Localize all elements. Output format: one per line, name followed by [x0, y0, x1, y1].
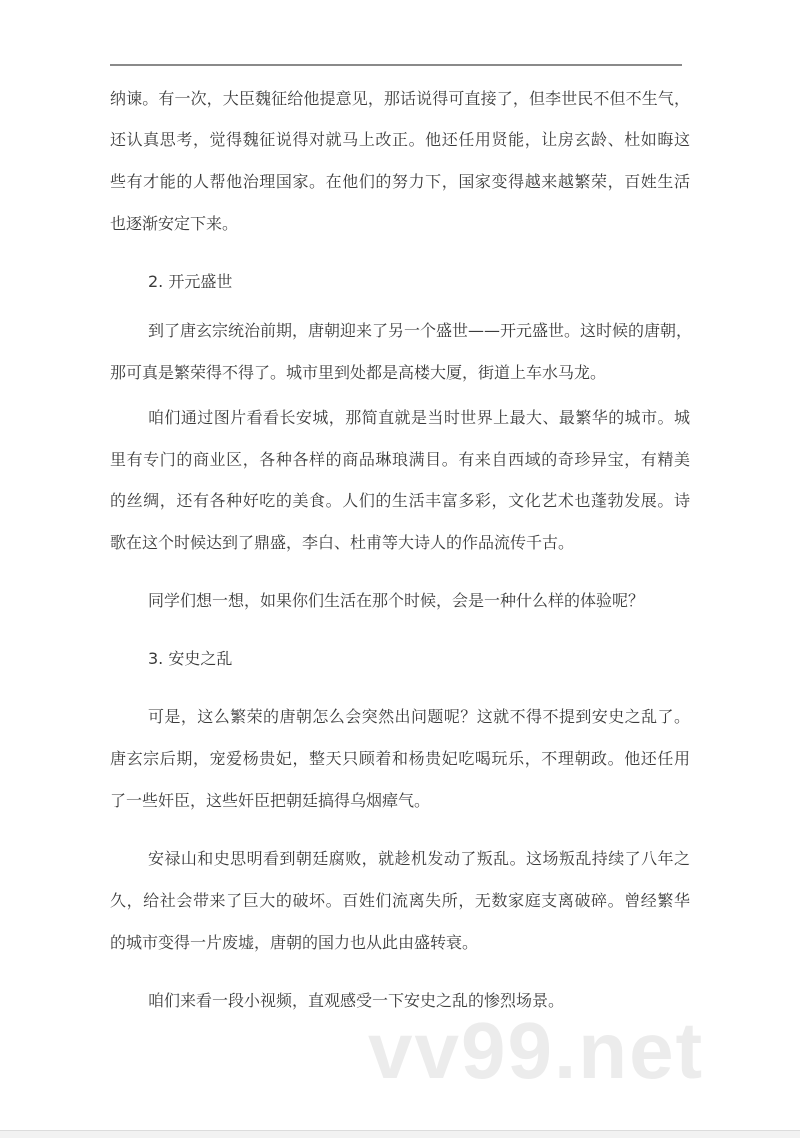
text-line: 久，给社会带来了巨大的破坏。百姓们流离失所，无数家庭支离破碎。曾经繁华	[110, 891, 690, 910]
text-line: 安禄山和史思明看到朝廷腐败，就趁机发动了叛乱。这场叛乱持续了八年之	[148, 849, 690, 868]
text-line: 到了唐玄宗统治前期，唐朝迎来了另一个盛世——开元盛世。这时候的唐朝，	[148, 321, 693, 340]
text-line: 歌在这个时候达到了鼎盛，李白、杜甫等大诗人的作品流传千古。	[110, 533, 575, 552]
text-line: 唐玄宗后期，宠爱杨贵妃，整天只顾着和杨贵妃吃喝玩乐，不理朝政。他还任用	[110, 749, 690, 768]
text-line: 里有专门的商业区，各种各样的商品琳琅满目。有来自西域的奇珍异宝，有精美	[110, 450, 690, 469]
watermark: vv99.net	[368, 1006, 705, 1095]
text-line: 同学们想一想，如果你们生活在那个时候，会是一种什么样的体验呢？	[148, 591, 645, 610]
text-line: 可是，这么繁荣的唐朝怎么会突然出问题呢？这就不得不提到安史之乱了。	[148, 707, 690, 726]
section-heading: 3. 安史之乱	[148, 649, 233, 668]
text-line: 也逐渐安定下来。	[110, 214, 239, 233]
text-line: 还认真思考，觉得魏征说得对就马上改正。他还任用贤能，让房玄龄、杜如晦这	[110, 130, 690, 149]
text-line: 纳谏。有一次，大臣魏征给他提意见，那话说得可直接了，但李世民不但不生气，	[110, 89, 690, 108]
section-heading: 2. 开元盛世	[148, 272, 233, 291]
text-line: 咱们来看一段小视频，直观感受一下安史之乱的惨烈场景。	[148, 991, 565, 1010]
text-line: 了一些奸臣，这些奸臣把朝廷搞得乌烟瘴气。	[110, 791, 431, 810]
text-line: 的丝绸，还有各种好吃的美食。人们的生活丰富多彩，文化艺术也蓬勃发展。诗	[110, 491, 690, 510]
text-line: 那可真是繁荣得不得了。城市里到处都是高楼大厦，街道上车水马龙。	[110, 363, 607, 382]
header-rule	[110, 64, 682, 66]
text-line: 的城市变得一片废墟，唐朝的国力也从此由盛转衰。	[110, 933, 479, 952]
text-line: 些有才能的人帮他治理国家。在他们的努力下，国家变得越来越繁荣，百姓生活	[110, 172, 690, 191]
text-line: 咱们通过图片看看长安城，那简直就是当时世界上最大、最繁华的城市。城	[148, 408, 690, 427]
